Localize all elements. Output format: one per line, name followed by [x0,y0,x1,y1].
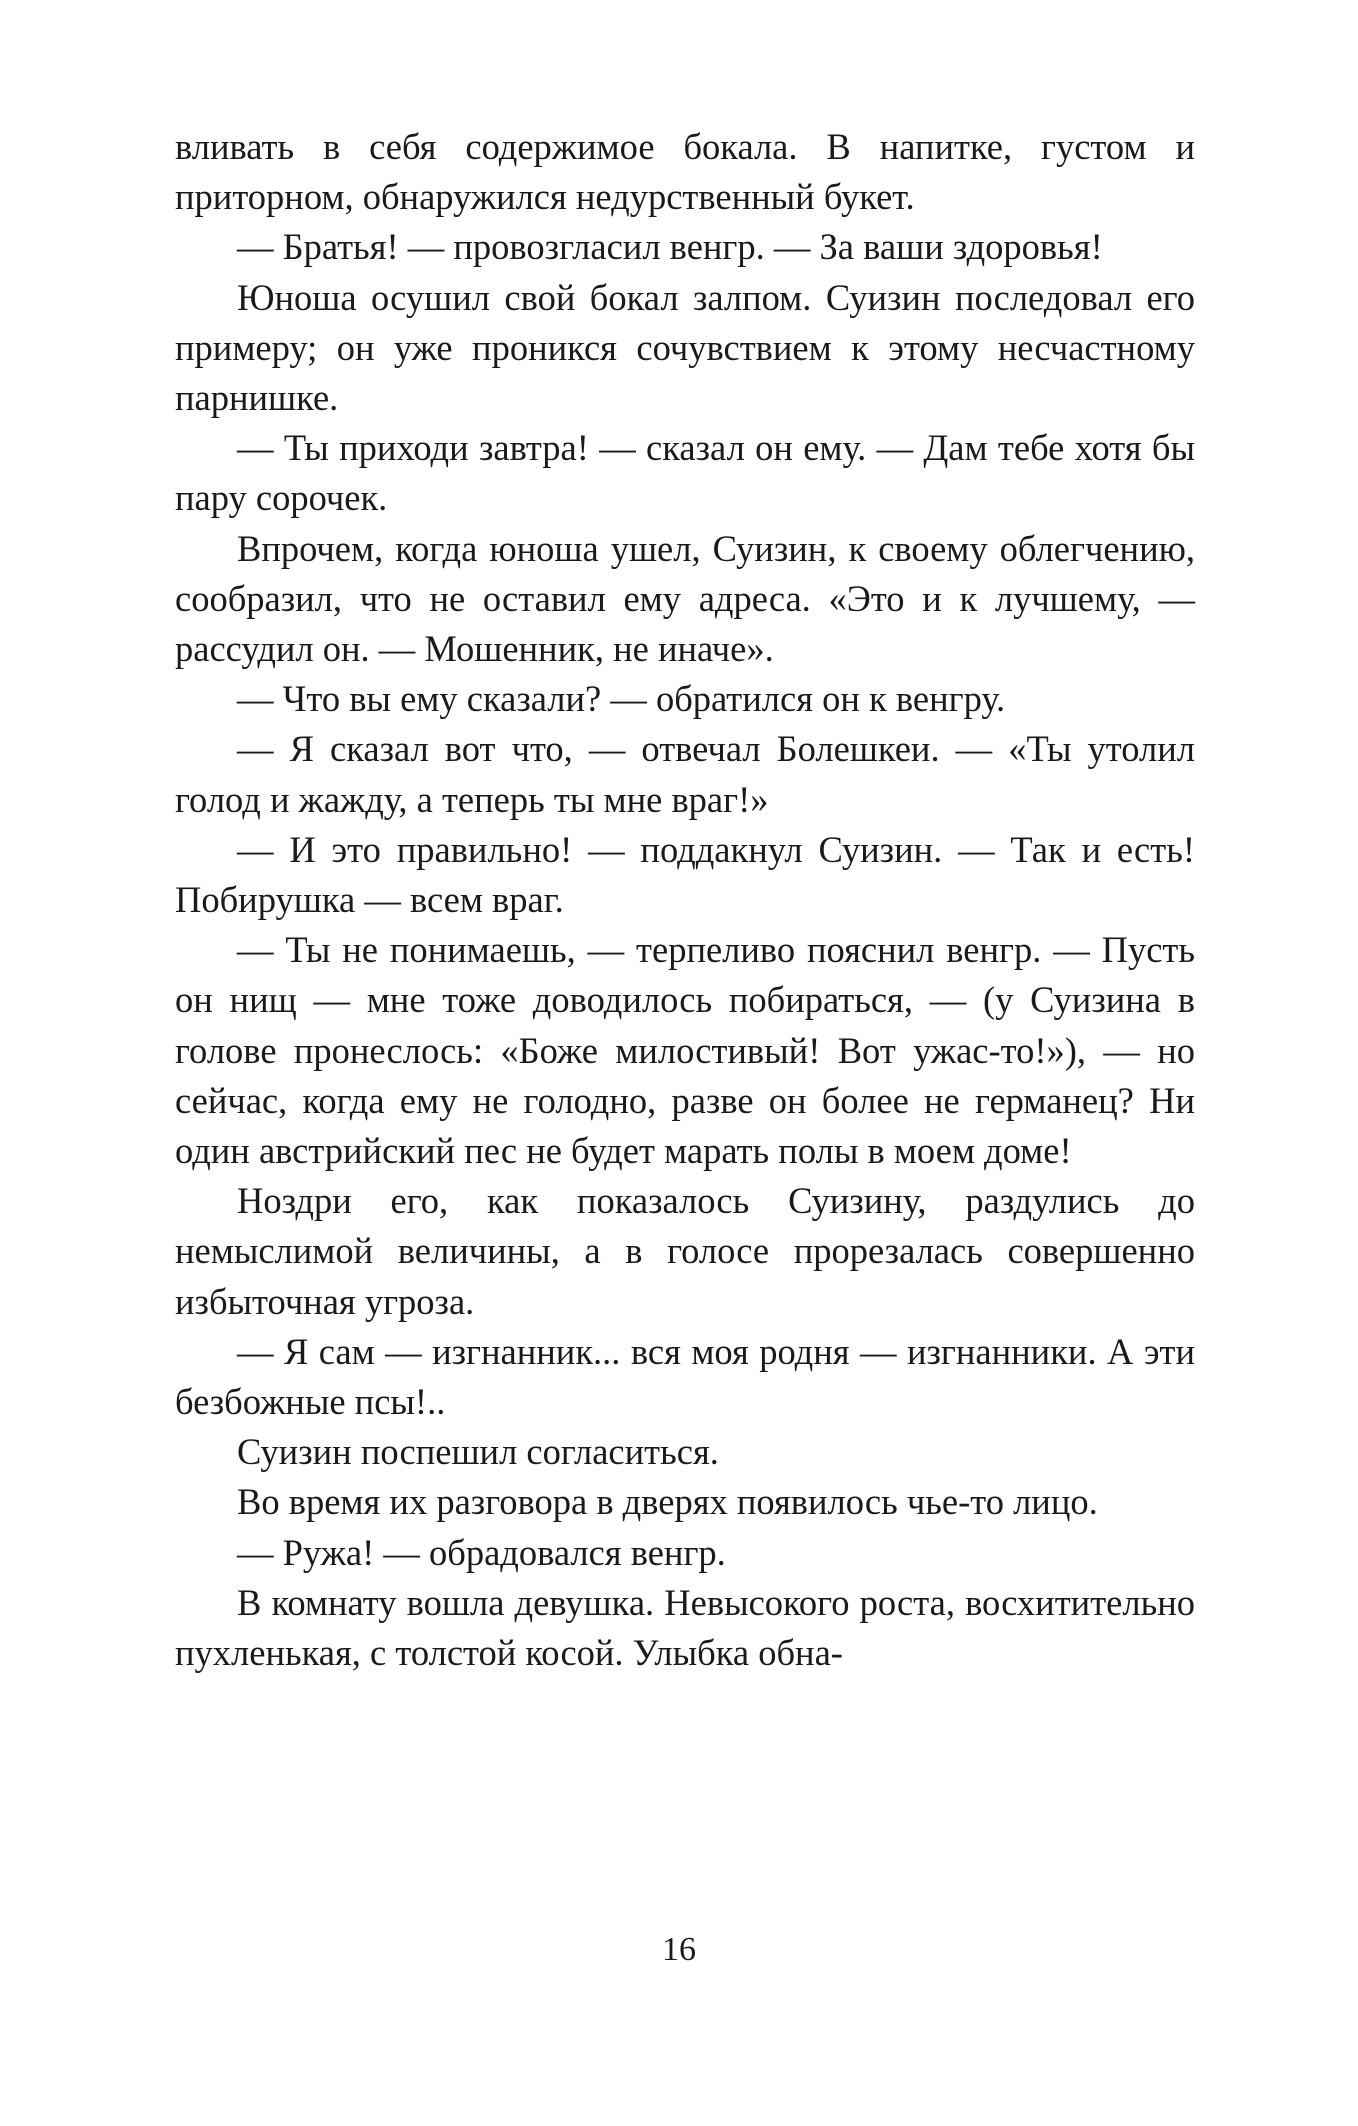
paragraph: Юноша осушил свой бокал залпом. Суизин последовал его примеру; он уже проникся сочувствием к этому несчастному парнишке. [175,276,1195,419]
book-page [175,122,1195,1678]
page-number: 16 [662,1931,696,1968]
paragraph: В комнату вошла девушка. Невысокого роста, восхитительно пухленькая, с толстой косой. Улыбка обна- [175,1581,1195,1674]
paragraph: — Ты не понимаешь, — терпеливо пояснил венгр. — Пусть он нищ — мне тоже доводилось побираться, — (у Суизина в голове пронеслось: «Боже милостивый! Вот ужас-то!»), — но сейчас, когда ему не голодно, разве он более не германец? Ни один австрийский пес не будет марать полы в моем доме! [175,929,1195,1172]
paragraph: — Я сам — изгнанник... вся моя родня — изгнанники. А эти безбожные псы!.. [175,1330,1195,1423]
paragraph: — И это правильно! — поддакнул Суизин. — Так и есть! Побирушка — всем враг. [175,828,1195,921]
paragraph: Во время их разговора в дверях появилось чье-то лицо. [237,1481,1098,1523]
paragraph: Впрочем, когда юноша ушел, Суизин, к своему облегчению, сообразил, что не оставил ему адреса. «Это и к лучшему, — рассудил он. — Мошенник, не иначе». [175,527,1195,670]
paragraph: вливать в себя содержимое бокала. В напитке, густом и приторном, обнаружился недурственный букет. [175,126,1195,218]
paragraph: Суизин поспешил согласиться. [237,1431,719,1473]
paragraph: — Ружа! — обрадовался венгр. [237,1531,726,1573]
body-text [175,122,1195,1678]
paragraph: — Я сказал вот что, — отвечал Болешкеи. — «Ты утолил голод и жажду, а теперь ты мне враг!» [175,728,1195,820]
paragraph: — Ты приходи завтра! — сказал он ему. — Дам тебе хотя бы пару сорочек. [175,427,1195,519]
paragraph: — Братья! — провозгласил венгр. — За ваши здоровья! [237,226,1103,268]
paragraph: — Что вы ему сказали? — обратился он к венгру. [237,678,1006,720]
paragraph: Ноздри его, как показалось Суизину, раздулись до немыслимой величины, а в голосе прорезалась совершенно избыточная угроза. [175,1180,1195,1322]
